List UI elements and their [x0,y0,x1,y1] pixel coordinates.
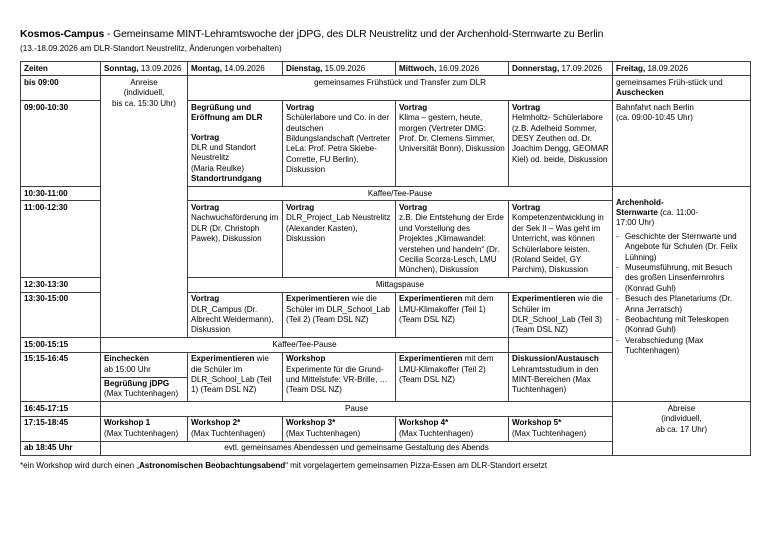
monday-vortrag-speaker: (Maria Reulke) [191,163,245,173]
cell-monday-1100 [188,201,283,278]
tuesday-workshop-title: Workshop 3* [286,418,336,428]
monday-vortrag2-label: Vortrag [191,202,220,212]
monday-welcome-line2: Eröffnung am DLR [191,113,263,123]
cell-sunday-welcome [101,377,188,402]
header-tuesday: Dienstag, 15.09.2026 [283,62,396,76]
footnote-suffix: “ mit vorgelagertem gemeinsamen Pizza-Essen am DLR-Standort ersetzt [285,461,548,470]
sunday-workshop-title: Workshop 1 [104,418,151,428]
sunday-welcome-title: Begrüßung jDPG [104,379,170,389]
monday-vortrag-line2: Neustrelitz [191,153,230,163]
header-friday: Freitag, 18.09.2026 [613,62,751,76]
thursday-vortrag-body: Helmholtz- Schülerlabore (z.B. Adelheid Sommer, DESY Zeuthen od. Dr. Joachim Dengg, GEOMAR Kiel) od. beide, Diskussion [512,113,609,164]
cell-wednesday-1515 [396,352,509,402]
sunday-checkin-sub: ab 15:00 Uhr [104,364,151,374]
friday-observatory-title-a: Archenhold- [616,197,664,207]
cell-tuesday-1515 [283,352,396,402]
page-title [20,28,750,41]
time-1645-1715: 16:45-17:15 [21,402,101,416]
band-breakfast: gemeinsames Frühstück und Transfer zum DLR [188,76,613,101]
sunday-arrival-line1: Anreise [130,77,158,87]
wednesday-vortrag-label: Vortrag [399,102,428,112]
friday-breakfast-a: gemeinsames Früh- [616,77,688,87]
schedule-table [20,61,751,456]
cell-wednesday-1330 [396,292,509,338]
header-monday: Montag, 14.09.2026 [188,62,283,76]
monday-vortrag-label: Vortrag [191,132,220,142]
cell-wednesday-0900 [396,101,509,187]
thursday-vortrag-label: Vortrag [512,102,541,112]
footnote [20,460,768,471]
cell-friday-departure [613,402,751,456]
thursday-vortrag2-body: Kompetenzentwicklung in der Sek II – Was geht im Unterricht, was können Schülerlabore leisten. (Roland Seidel, GY Parchim), Diskussion [512,213,604,275]
friday-observatory-list [616,232,747,357]
thursday-experiment-label: Experimentieren [512,294,576,304]
monday-experiment-label: Experimentieren [191,354,255,364]
wednesday-workshop-title: Workshop 4* [399,418,449,428]
band-evening: evtl. gemeinsames Abendessen und gemeinsame Gestaltung des Abends [101,441,613,455]
wednesday-workshop-sub: (Max Tuchtenhagen) [399,428,474,438]
monday-workshop-title: Workshop 2* [191,418,241,428]
thursday-vortrag2-label: Vortrag [512,202,541,212]
friday-departure-line1: Abreise [667,403,696,413]
thursday-experiment-body: wie die Schüler im DLR_School_Lab (Teil 3) (Team DSL NZ) [512,294,603,335]
cell-tuesday-0900 [283,101,396,187]
tuesday-workshop-label: Workshop [286,354,326,364]
footnote-strong: Astronomischen Beobachtungsabend [139,461,286,470]
wednesday-experiment2-label: Experimentieren [399,354,463,364]
header-sunday: Sonntag, 13.09.2026 [101,62,188,76]
sunday-welcome-sub: (Max Tuchtenhagen) [104,389,179,399]
wednesday-vortrag-body: Klima – gestern, heute, morgen (Vertreter DMG: Prof. Dr. Clemens Simmer, Universität Bonn), Diskussion [399,113,505,154]
list-item: - Museumsführung, mit Besuch des großen Linsenfernrohrs (Konrad Guhl) [616,263,747,294]
monday-tour: Standortrundgang [191,174,262,184]
friday-observatory-title-b: Sternwarte [616,207,658,217]
cell-wednesday-1100 [396,201,509,278]
wednesday-experiment2-body: mit dem LMU-Klimakoffer (Teil 2) (Team DSL NZ) [399,354,494,385]
row-bis-0900 [21,76,751,101]
sunday-arrival-line2: (individuell, [123,88,165,98]
friday-observatory-hours-a: (ca. 11:00- [657,207,699,217]
header-thursday: Donnerstag, 17.09.2026 [509,62,613,76]
band-coffee-morning: Kaffee/Tee-Pause [188,187,613,201]
wednesday-vortrag2-body: z.B. Die Entstehung der Erde und Vorstellung des Projektes „Klimawandel: verstehen und handeln“ (Dr. Cecilia Scorza-Lesch, LMU München), Diskussion [399,213,504,275]
tuesday-workshop-body: Experimente für die Grund- und Mittelstufe: VR-Brille, … (Team DSL NZ) [286,364,388,395]
cell-thursday-workshop5 [509,416,613,441]
band-pause: Pause [101,402,613,416]
band-coffee-afternoon: Kaffee/Tee-Pause [101,338,509,352]
cell-monday-0900 [188,101,283,187]
sunday-workshop-sub: (Max Tuchtenhagen) [104,428,179,438]
friday-departure-line3: ab ca. 17 Uhr) [655,424,708,434]
cell-sunday-checkin [101,352,188,377]
spacer [191,124,279,133]
sunday-arrival-line3: bis ca. 15:30 Uhr) [112,98,176,108]
header-times: Zeiten [21,62,101,76]
friday-breakfast-checkout: Auschecken [616,88,664,98]
thursday-workshop-title: Workshop 5* [512,418,562,428]
tuesday-workshop-sub: (Max Tuchtenhagen) [286,428,361,438]
row-1645-1715 [21,402,751,416]
cell-sunday-arrival [101,76,188,338]
cell-thursday-1100 [509,201,613,278]
time-1515-1645: 15:15-16:45 [21,352,101,402]
list-item: - Beobachtung mit Teleskopen (Konrad Guhl) [616,315,747,336]
friday-breakfast-b: stück und [687,77,723,87]
cell-tuesday-1100 [283,201,396,278]
cell-tuesday-1330 [283,292,396,338]
page-title-rest: - Gemeinsame MINT-Lehramtswoche der jDPG, des DLR Neustrelitz und der Archenhold-Sternwarte zu Berlin [104,29,604,40]
friday-train-line1: Bahnfahrt nach Berlin [616,102,694,112]
monday-experiment-body: wie die Schüler im DLR_School_Lab (Teil 1) (Team DSL NZ) [191,354,272,395]
cell-sunday-workshop1 [101,416,188,441]
list-item: - Besuch des Planetariums (Dr. Anna Jerratsch) [616,294,747,315]
time-1715-1845: 17:15-18:45 [21,416,101,441]
band-lunch: Mittagspause [188,278,613,292]
cell-friday-observatory [613,187,751,402]
time-1230-1330: 12:30-13:30 [21,278,101,292]
footnote-prefix: *ein Workshop wird durch einen „ [20,461,140,470]
page-subtitle: (13.-18.09.2026 am DLR-Standort Neustrelitz, Änderungen vorbehalten) [20,44,282,53]
cell-thursday-0900 [509,101,613,187]
list-item: - Verabschiedung (Max Tuchtenhagen) [616,336,747,357]
time-1330-1500: 13:30-15:00 [21,292,101,338]
monday-vortrag3-label: Vortrag [191,294,220,304]
cell-monday-1515 [188,352,283,402]
time-bis-0900: bis 09:00 [21,76,101,101]
cell-monday-1330 [188,292,283,338]
document-header [0,0,768,54]
thursday-discussion-body: Lehramtsstudium in den MINT-Bereichen (Max Tuchtenhagen) [512,364,599,395]
cell-friday-breakfast [613,76,751,101]
wednesday-experiment-body: mit dem LMU-Klimakoffer (Teil 1) (Team DSL NZ) [399,294,494,325]
friday-observatory-hours-b: 17:00 Uhr) [616,218,655,228]
cell-wednesday-workshop4 [396,416,509,441]
page-title-brand: Kosmos-Campus [20,29,105,40]
time-ab-1845: ab 18:45 Uhr [21,441,101,455]
monday-vortrag-line1: DLR und Standort [191,142,256,152]
sunday-checkin-title: Einchecken [104,354,149,364]
tuesday-vortrag-body: Schülerlabore und Co. in der deutschen Bildungslandschaft (Vertreter LeLa: Prof. Petra Skiebe-Corrette, FU Berlin), Diskussion [286,113,390,175]
cell-thursday-1515 [509,352,613,402]
wednesday-vortrag2-label: Vortrag [399,202,428,212]
monday-vortrag2-body: Nachwuchsförderung im DLR (Dr. Christoph Pawek), Diskussion [191,213,279,244]
cell-tuesday-workshop3 [283,416,396,441]
tuesday-vortrag-label: Vortrag [286,102,315,112]
header-wednesday: Mittwoch, 16.09.2026 [396,62,509,76]
wednesday-experiment-label: Experimentieren [399,294,463,304]
table-header-row [21,62,751,76]
list-item: - Geschichte der Sternwarte und Angebote für Schulen (Dr. Felix Lühning) [616,232,747,263]
monday-welcome-line1: Begrüßung und [191,102,252,112]
tuesday-vortrag2-label: Vortrag [286,202,315,212]
cell-monday-workshop2 [188,416,283,441]
tuesday-vortrag2-body: DLR_Project_Lab Neustrelitz (Alexander Kasten), Diskussion [286,213,391,244]
time-1100-1230: 11:00-12:30 [21,201,101,278]
friday-departure-line2: (individuell, [661,414,702,424]
time-0900-1030: 09:00-10:30 [21,101,101,187]
time-1030-1100: 10:30-11:00 [21,187,101,201]
spacer [616,189,747,198]
thursday-discussion-label: Diskussion/Austausch [512,354,599,364]
tuesday-experiment-label: Experimentieren [286,294,350,304]
tuesday-experiment-body: wie die Schüler im DLR_School_Lab (Teil 2) (Team DSL NZ) [286,294,390,325]
cell-friday-train [613,101,751,187]
monday-vortrag3-body: DLR_Campus (Dr. Albrecht Weidermann), Diskussion [191,304,274,335]
cell-thursday-1330 [509,292,613,338]
friday-train-line2: (ca. 09:00-10:45 Uhr) [616,113,693,123]
monday-workshop-sub: (Max Tuchtenhagen) [191,428,266,438]
time-1500-1515: 15:00-15:15 [21,338,101,352]
thursday-workshop-sub: (Max Tuchtenhagen) [512,428,587,438]
